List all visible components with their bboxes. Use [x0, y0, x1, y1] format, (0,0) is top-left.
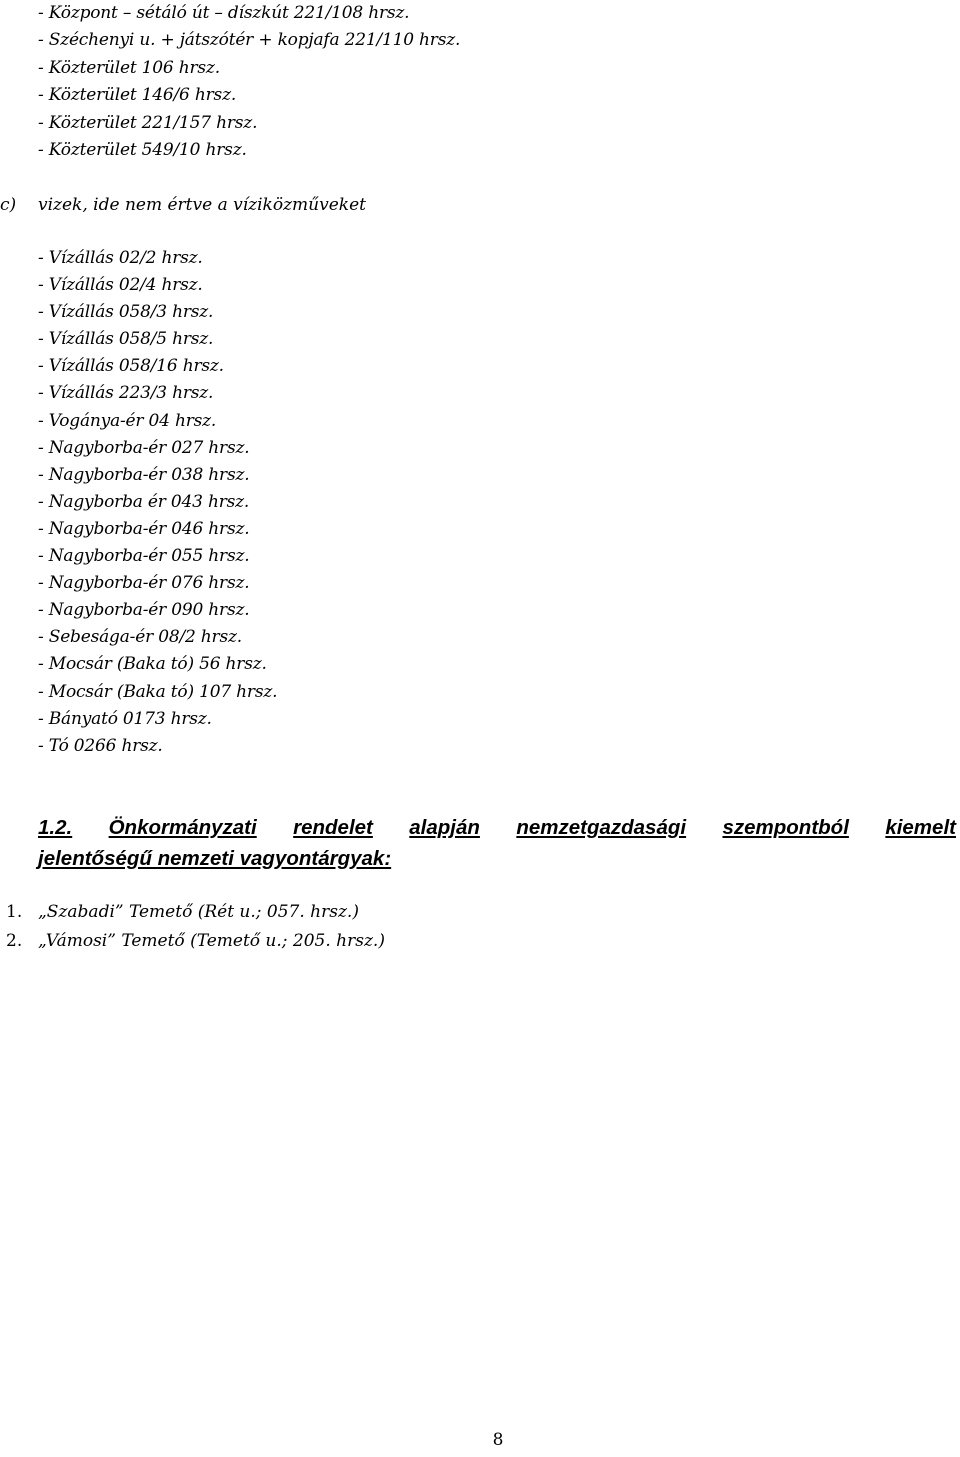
list-item: - Közterület 106 hrsz. — [38, 57, 220, 78]
section-c-text: vizek, ide nem értve a víziközműveket — [38, 195, 366, 215]
section-heading-1-2 — [38, 812, 956, 874]
section-c-label: c) — [0, 195, 17, 215]
list-item: - Vízállás 223/3 hrsz. — [38, 383, 214, 404]
item-number: 2. — [6, 930, 23, 951]
list-item: - Sebesága-ér 08/2 hrsz. — [38, 627, 242, 648]
list-item: - Tó 0266 hrsz. — [38, 735, 163, 756]
heading-line-1 — [38, 812, 956, 843]
list-item: - Nagyborba-ér 046 hrsz. — [38, 518, 250, 539]
heading-word: kiemelt — [885, 816, 956, 839]
cemetery-list — [6, 898, 906, 955]
section-c-heading — [0, 192, 900, 219]
list-item: - Nagyborba-ér 076 hrsz. — [38, 573, 250, 594]
list-item: - Vízállás 058/16 hrsz. — [38, 356, 224, 377]
page-number: 8 — [492, 1430, 504, 1450]
list-item: - Közterület 549/10 hrsz. — [38, 139, 247, 160]
heading-word: nemzetgazdasági — [516, 816, 687, 839]
list-item: - Vízállás 02/4 hrsz. — [38, 275, 203, 296]
list-item: - Mocsár (Baka tó) 107 hrsz. — [38, 681, 278, 702]
item-number: 1. — [6, 902, 23, 922]
list-item: - Vízállás 02/2 hrsz. — [38, 248, 203, 268]
heading-word: rendelet — [293, 816, 373, 839]
list-item: - Központ – sétáló út – díszkút 221/108 hrsz. — [38, 3, 410, 23]
list-item: - Széchenyi u. + játszótér + kopjafa 221/110 hrsz. — [38, 30, 461, 51]
list-item: - Mocsár (Baka tó) 56 hrsz. — [38, 654, 267, 675]
list-item: - Vízállás 058/5 hrsz. — [38, 329, 214, 350]
heading-word: 1.2. — [38, 816, 73, 839]
list-item: - Vízállás 058/3 hrsz. — [38, 302, 214, 323]
list-item: - Nagyborba-ér 027 hrsz. — [38, 437, 250, 458]
list-item: - Nagyborba-ér 090 hrsz. — [38, 600, 250, 621]
item-text: „Vámosi” Temető (Temető u.; 205. hrsz.) — [38, 930, 385, 951]
item-text: „Szabadi” Temető (Rét u.; 057. hrsz.) — [38, 902, 359, 922]
list-item: - Bányató 0173 hrsz. — [38, 708, 212, 729]
list-item — [6, 927, 906, 956]
heading-line-2: jelentőségű nemzeti vagyontárgyak: — [38, 847, 392, 870]
list-item: - Nagyborba-ér 038 hrsz. — [38, 464, 250, 485]
heading-word: szempontból — [722, 816, 849, 839]
list-item: - Vogánya-ér 04 hrsz. — [38, 410, 217, 431]
top-property-list — [38, 0, 918, 164]
heading-word: Önkormányzati — [108, 816, 257, 839]
heading-word: alapján — [409, 816, 480, 839]
list-item: - Közterület 221/157 hrsz. — [38, 112, 258, 133]
list-item — [6, 898, 906, 927]
list-item: - Nagyborba-ér 055 hrsz. — [38, 546, 250, 567]
water-list — [38, 245, 918, 760]
list-item: - Közterület 146/6 hrsz. — [38, 85, 237, 106]
list-item: - Nagyborba ér 043 hrsz. — [38, 491, 250, 512]
